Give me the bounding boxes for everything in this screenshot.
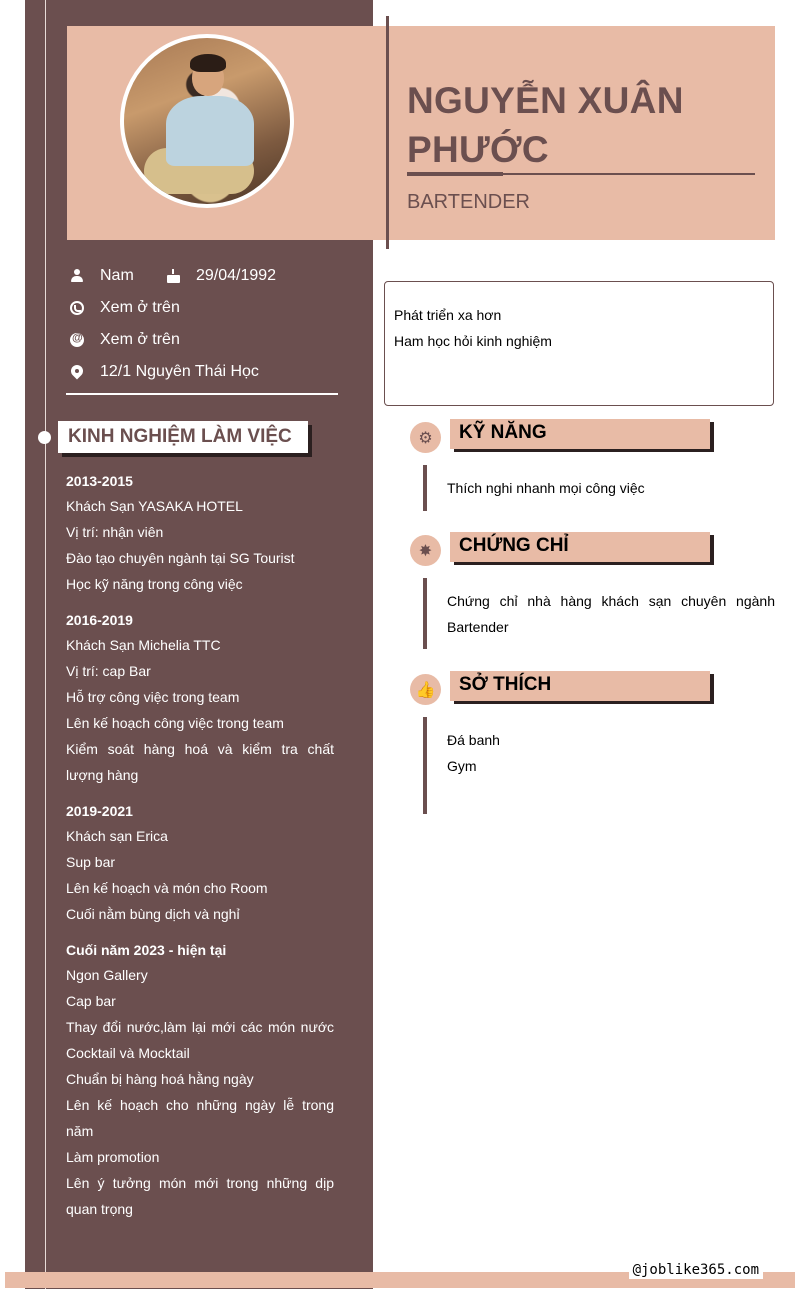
address-value: 12/1 Nguyên Thái Học bbox=[100, 363, 259, 380]
info-phone-row bbox=[70, 296, 180, 320]
certificates-content bbox=[447, 588, 775, 640]
hobbies-heading bbox=[450, 671, 710, 701]
certificates-heading bbox=[450, 532, 710, 562]
certificate-icon: ✸ bbox=[410, 535, 441, 566]
header-divider bbox=[386, 16, 389, 249]
watermark: @joblike365.com bbox=[629, 1261, 763, 1279]
thumbs-up-icon: 👍 bbox=[410, 674, 441, 705]
hobby-item: Gym bbox=[447, 758, 477, 774]
experience-period: 2013-2015 bbox=[66, 473, 133, 489]
experience-line: Vị trí: cap Bar bbox=[66, 663, 151, 679]
phone-value: Xem ở trên bbox=[100, 299, 180, 316]
experience-line: Lên kế hoạch công việc trong team bbox=[66, 715, 284, 731]
certificates-heading-text: CHỨNG CHỈ bbox=[459, 535, 569, 556]
info-email-row bbox=[70, 328, 180, 352]
experience-line: Kiểm soát hàng hoá và kiểm tra chất lượng hàng bbox=[66, 741, 334, 783]
email-value: Xem ở trên bbox=[100, 331, 180, 348]
info-address-row bbox=[70, 360, 259, 384]
experience-item bbox=[66, 939, 334, 1222]
birthday-value: 29/04/1992 bbox=[196, 267, 277, 284]
experience-line: Đào tạo chuyên ngành tại SG Tourist bbox=[66, 550, 295, 566]
experience-line: Khách Sạn YASAKA HOTEL bbox=[66, 498, 243, 514]
experience-line: Khách Sạn Michelia TTC bbox=[66, 637, 221, 653]
email-icon bbox=[70, 333, 84, 347]
skills-rule bbox=[423, 465, 427, 511]
experience-period: 2016-2019 bbox=[66, 612, 133, 628]
info-separator bbox=[66, 393, 338, 395]
objective-line: Ham học hỏi kinh nghiệm bbox=[394, 333, 552, 349]
user-icon bbox=[70, 269, 84, 283]
objective-line: Phát triển xa hơn bbox=[394, 307, 502, 323]
left-timeline-line bbox=[45, 0, 46, 1289]
experience-line: Làm promotion bbox=[66, 1149, 160, 1165]
info-birthday-row bbox=[166, 264, 276, 288]
phone-icon bbox=[70, 301, 84, 315]
skills-heading-text: KỸ NĂNG bbox=[459, 422, 547, 443]
hobby-item: Đá banh bbox=[447, 732, 500, 748]
experience-line: Vị trí: nhận viên bbox=[66, 524, 164, 540]
experience-line: Cap bar bbox=[66, 993, 116, 1009]
experience-item bbox=[66, 800, 334, 927]
skills-heading bbox=[450, 419, 710, 449]
hobbies-rule bbox=[423, 717, 427, 814]
gears-icon: ⚙ bbox=[410, 422, 441, 453]
skills-content bbox=[447, 475, 775, 501]
experience-line: Học kỹ năng trong công việc bbox=[66, 576, 243, 592]
experience-line: Chuẩn bị hàng hoá hằng ngày bbox=[66, 1071, 254, 1087]
experience-item bbox=[66, 609, 334, 788]
info-gender-row bbox=[70, 264, 134, 288]
location-pin-icon bbox=[70, 365, 84, 379]
experience-line: Cuối nằm bùng dịch và nghỉ bbox=[66, 906, 240, 922]
experience-line: Ngon Gallery bbox=[66, 967, 148, 983]
avatar bbox=[120, 34, 294, 208]
experience-period: Cuối năm 2023 - hiện tại bbox=[66, 942, 227, 958]
experience-line: Sup bar bbox=[66, 854, 116, 870]
experience-line: Lên kế hoạch cho những ngày lễ trong năm bbox=[66, 1097, 334, 1139]
hobbies-heading-text: SỞ THÍCH bbox=[459, 674, 552, 695]
name-underline-accent bbox=[407, 172, 503, 176]
job-title: BARTENDER bbox=[407, 191, 530, 213]
gender-value: Nam bbox=[100, 267, 134, 284]
candidate-name: NGUYỄN XUÂN PHƯỚC bbox=[407, 80, 684, 170]
certificates-rule bbox=[423, 578, 427, 649]
experience-line: Thay đổi nước,làm lại mới các món nước Cocktail và Mocktail bbox=[66, 1019, 334, 1061]
experience-line: Lên kế hoạch và món cho Room bbox=[66, 880, 268, 896]
experience-heading-text: KINH NGHIỆM LÀM VIỆC bbox=[68, 426, 292, 447]
career-objective-box bbox=[384, 281, 774, 406]
hobbies-content bbox=[447, 727, 775, 779]
experience-heading bbox=[58, 421, 308, 453]
birthday-cake-icon bbox=[166, 269, 180, 283]
experience-line: Lên ý tưởng món mới trong những dịp quan trọng bbox=[66, 1175, 334, 1217]
experience-period: 2019-2021 bbox=[66, 803, 133, 819]
timeline-dot bbox=[38, 431, 51, 444]
experience-line: Khách sạn Erica bbox=[66, 828, 168, 844]
experience-line: Hỗ trợ công việc trong team bbox=[66, 689, 240, 705]
certificate-item: Chứng chỉ nhà hàng khách sạn chuyên ngành Bartender bbox=[447, 593, 775, 635]
skill-item: Thích nghi nhanh mọi công việc bbox=[447, 480, 645, 496]
experience-item bbox=[66, 470, 334, 597]
